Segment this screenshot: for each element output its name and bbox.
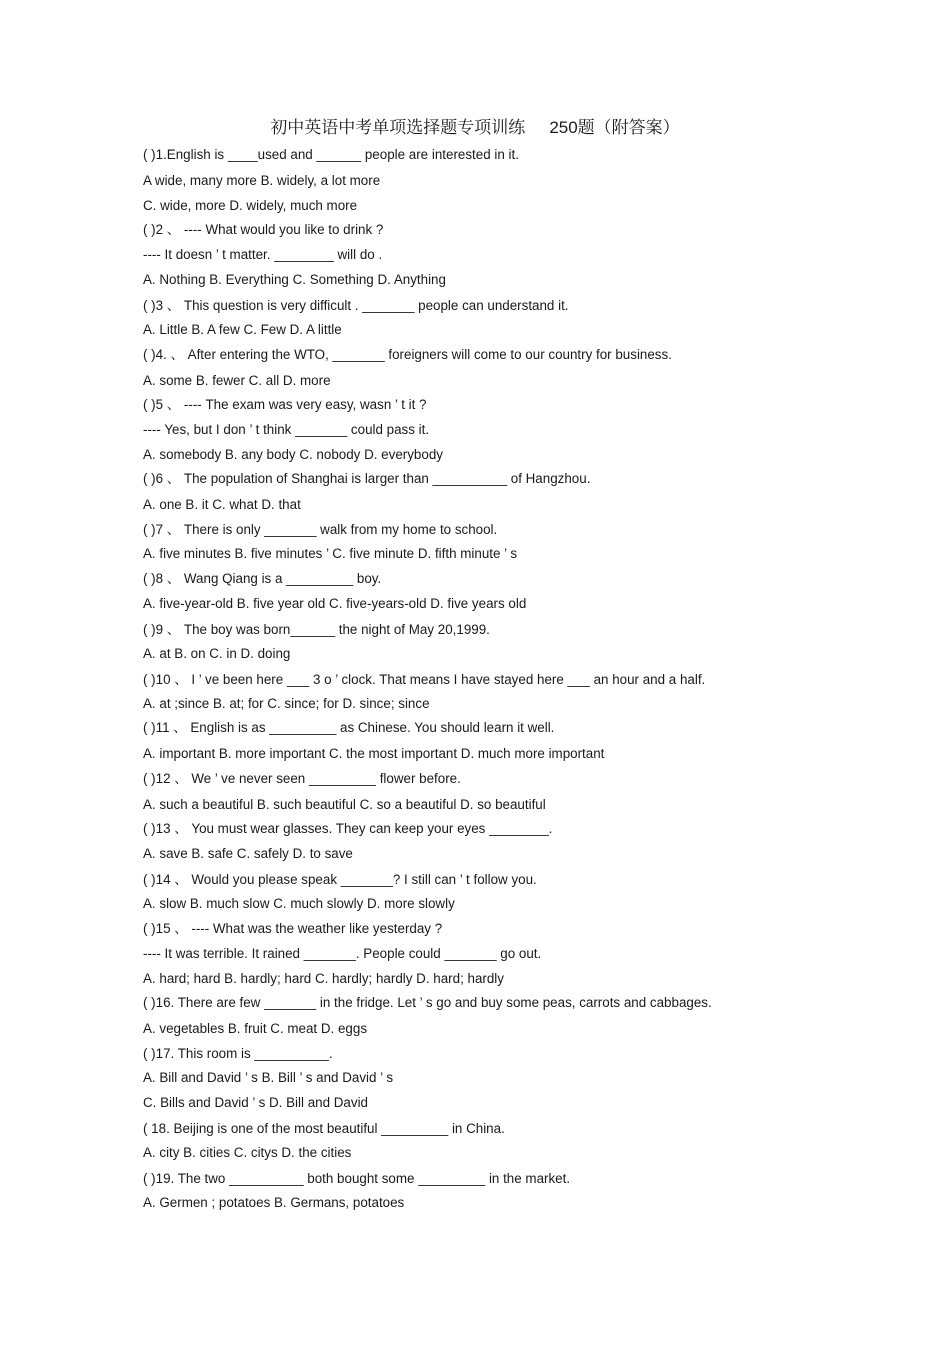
option-line: A. five minutes B. five minutes ’ C. five minute D. fifth minute ’ s bbox=[143, 546, 518, 561]
option-line: A. such a beautiful B. such beautiful C. so a beautiful D. so beautiful bbox=[143, 797, 546, 812]
title-main: 初中英语中考单项选择题专项训练 bbox=[270, 118, 526, 138]
option-line: A. slow B. much slow C. much slowly D. more slowly bbox=[143, 896, 455, 911]
question-line: ( 18. Beijing is one of the most beautiful _________ in China. bbox=[143, 1121, 505, 1136]
option-line: A wide, many more B. widely, a lot more bbox=[143, 173, 381, 188]
question-line: ( )8 、 Wang Qiang is a _________ boy. bbox=[143, 571, 382, 586]
page-title bbox=[0, 116, 950, 140]
option-line: C. Bills and David ’ s D. Bill and David bbox=[143, 1095, 368, 1110]
question-line: ( )15 、 ---- What was the weather like yesterday ? bbox=[143, 921, 443, 936]
option-line: A. Bill and David ’ s B. Bill ’ s and David ’ s bbox=[143, 1070, 394, 1085]
question-line: ( )9 、 The boy was born______ the night of May 20,1999. bbox=[143, 622, 490, 637]
question-line: ( )10 、 I ’ ve been here ___ 3 o ’ clock. That means I have stayed here ___ an hour and a half. bbox=[143, 672, 706, 687]
option-line: A. vegetables B. fruit C. meat D. eggs bbox=[143, 1021, 368, 1036]
question-line: ( )5 、 ---- The exam was very easy, wasn ’ t it ? bbox=[143, 397, 427, 412]
option-line: A. at B. on C. in D. doing bbox=[143, 646, 291, 661]
question-line: ( )13 、 You must wear glasses. They can keep your eyes ________. bbox=[143, 821, 553, 836]
title-count: 250题（附答案） bbox=[549, 118, 680, 137]
option-line: A. save B. safe C. safely D. to save bbox=[143, 846, 353, 861]
question-line: ( )2 、 ---- What would you like to drink ? bbox=[143, 222, 384, 237]
option-line: A. at ;since B. at; for C. since; for D. since; since bbox=[143, 696, 430, 711]
option-line: A. city B. cities C. citys D. the cities bbox=[143, 1145, 352, 1160]
question-line: ( )14 、 Would you please speak _______? I still can ’ t follow you. bbox=[143, 872, 537, 887]
question-line: ( )17. This room is __________. bbox=[143, 1046, 333, 1061]
response-line: ---- It doesn ’ t matter. ________ will do . bbox=[143, 247, 383, 262]
option-line: A. hard; hard B. hardly; hard C. hardly; hardly D. hard; hardly bbox=[143, 971, 504, 986]
option-line: A. Germen ; potatoes B. Germans, potatoes bbox=[143, 1195, 405, 1210]
option-line: A. some B. fewer C. all D. more bbox=[143, 373, 331, 388]
option-line: A. Little B. A few C. Few D. A little bbox=[143, 322, 342, 337]
question-line: ( )12 、 We ’ ve never seen _________ flower before. bbox=[143, 771, 461, 786]
option-line: A. five-year-old B. five year old C. five-years-old D. five years old bbox=[143, 596, 527, 611]
question-line: ( )3 、 This question is very difficult . _______ people can understand it. bbox=[143, 298, 569, 313]
option-line: A. Nothing B. Everything C. Something D. Anything bbox=[143, 272, 446, 287]
option-line: A. somebody B. any body C. nobody D. everybody bbox=[143, 447, 443, 462]
question-line: ( )11 、 English is as _________ as Chinese. You should learn it well. bbox=[143, 720, 555, 735]
question-line: ( )19. The two __________ both bought some _________ in the market. bbox=[143, 1171, 571, 1186]
question-line: ( )4. 、 After entering the WTO, _______ foreigners will come to our country for business. bbox=[143, 347, 672, 362]
option-line: A. one B. it C. what D. that bbox=[143, 497, 301, 512]
option-line: A. important B. more important C. the most important D. much more important bbox=[143, 746, 605, 761]
response-line: ---- Yes, but I don ’ t think _______ could pass it. bbox=[143, 422, 430, 437]
option-line: C. wide, more D. widely, much more bbox=[143, 198, 358, 213]
question-line: ( )16. There are few _______ in the fridge. Let ’ s go and buy some peas, carrots and cabbages. bbox=[143, 995, 712, 1010]
question-line: ( )6 、 The population of Shanghai is larger than __________ of Hangzhou. bbox=[143, 471, 591, 486]
question-line: ( )1.English is ____used and ______ people are interested in it. bbox=[143, 147, 519, 162]
question-line: ( )7 、 There is only _______ walk from my home to school. bbox=[143, 522, 498, 537]
response-line: ---- It was terrible. It rained _______. People could _______ go out. bbox=[143, 946, 542, 961]
